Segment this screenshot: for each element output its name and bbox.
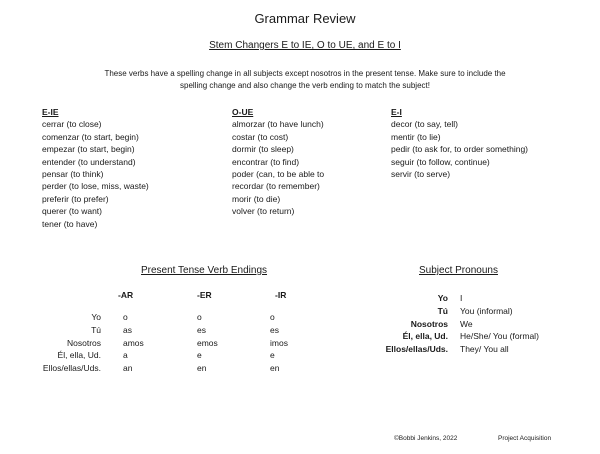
pronoun-spanish: Él, ella, Ud. bbox=[402, 331, 448, 341]
project-text: Project Acquisition bbox=[498, 435, 552, 442]
ending-cell: o bbox=[197, 312, 202, 322]
endings-subject: Yo bbox=[91, 312, 101, 322]
pronoun-english: He/She/ You (formal) bbox=[460, 331, 539, 341]
verb-item: entender (to understand) bbox=[42, 156, 136, 167]
endings-subject: Él, ella, Ud. bbox=[57, 350, 101, 360]
pronoun-english: I bbox=[460, 293, 463, 303]
pronoun-spanish: Yo bbox=[437, 293, 448, 303]
ending-cell: as bbox=[123, 325, 132, 335]
pronoun-english: They/ You all bbox=[460, 344, 509, 354]
verb-item: encontrar (to find) bbox=[232, 156, 300, 167]
verb-item: pensar (to think) bbox=[42, 169, 104, 180]
pronouns-title: Subject Pronouns bbox=[419, 265, 498, 276]
verb-item: tener (to have) bbox=[42, 218, 98, 229]
verb-item: perder (to lose, miss, waste) bbox=[42, 181, 149, 192]
verb-item: volver (to return) bbox=[232, 206, 295, 217]
ending-cell: es bbox=[197, 325, 206, 335]
endings-subject: Ellos/ellas/Uds. bbox=[42, 363, 101, 373]
verb-item: servir (to serve) bbox=[391, 169, 451, 180]
section-subtitle: Stem Changers E to IE, O to UE, and E to I bbox=[209, 40, 401, 51]
verb-item: querer (to want) bbox=[42, 206, 102, 217]
ending-cell: amos bbox=[123, 338, 144, 348]
ending-cell: imos bbox=[270, 338, 288, 348]
verb-item: empezar (to start, begin) bbox=[42, 144, 135, 155]
endings-title: Present Tense Verb Endings bbox=[141, 265, 268, 276]
pronoun-spanish: Nosotros bbox=[410, 319, 448, 329]
pronoun-english: We bbox=[460, 319, 473, 329]
verb-item: poder (can, to be able to bbox=[232, 169, 325, 180]
verb-item: comenzar (to start, begin) bbox=[42, 131, 139, 142]
verb-item: mentir (to lie) bbox=[391, 131, 441, 142]
pronoun-spanish: Tú bbox=[437, 306, 448, 316]
pronoun-spanish: Ellos/ellas/Uds. bbox=[385, 344, 448, 354]
page-title: Grammar Review bbox=[254, 11, 356, 26]
intro-paragraph: These verbs have a spelling change in all subjects except nosotros in the present tense. Make sure to include the spelling change and also change the verb ending to match the subject! bbox=[104, 69, 506, 90]
column-header: O-UE bbox=[232, 107, 254, 117]
copyright-text: ©Bobbi Jenkins, 2022 bbox=[394, 435, 458, 442]
ending-cell: o bbox=[270, 312, 275, 322]
verb-item: seguir (to follow, continue) bbox=[391, 156, 490, 167]
verb-item: morir (to die) bbox=[232, 193, 281, 204]
endings-subject: Nosotros bbox=[66, 338, 101, 348]
ending-cell: e bbox=[197, 350, 202, 360]
ending-cell: an bbox=[123, 363, 133, 373]
endings-header-ar: -AR bbox=[118, 290, 134, 300]
ending-cell: es bbox=[270, 325, 279, 335]
pronoun-english: You (informal) bbox=[460, 306, 513, 316]
column-e-i bbox=[391, 106, 528, 180]
ending-cell: emos bbox=[197, 338, 218, 348]
verb-item: pedir (to ask for, to order something) bbox=[391, 144, 529, 155]
column-header: E-I bbox=[391, 107, 402, 117]
endings-header-ir: -IR bbox=[275, 290, 287, 300]
endings-subject: Tú bbox=[91, 325, 101, 335]
verb-item: preferir (to prefer) bbox=[42, 193, 109, 204]
ending-cell: e bbox=[270, 350, 275, 360]
ending-cell: a bbox=[123, 350, 128, 360]
column-o-ue bbox=[232, 106, 324, 218]
verb-item: decor (to say, tell) bbox=[391, 119, 458, 130]
column-header: E-IE bbox=[42, 107, 59, 117]
verb-item: costar (to cost) bbox=[232, 131, 289, 142]
ending-cell: en bbox=[270, 363, 280, 373]
column-e-ie bbox=[42, 106, 149, 230]
verb-item: dormir (to sleep) bbox=[232, 144, 294, 155]
endings-header-er: -ER bbox=[197, 290, 212, 300]
verb-item: almorzar (to have lunch) bbox=[232, 119, 324, 130]
ending-cell: en bbox=[197, 363, 207, 373]
ending-cell: o bbox=[123, 312, 128, 322]
verb-item: cerrar (to close) bbox=[42, 119, 102, 130]
verb-item: recordar (to remember) bbox=[232, 181, 320, 192]
